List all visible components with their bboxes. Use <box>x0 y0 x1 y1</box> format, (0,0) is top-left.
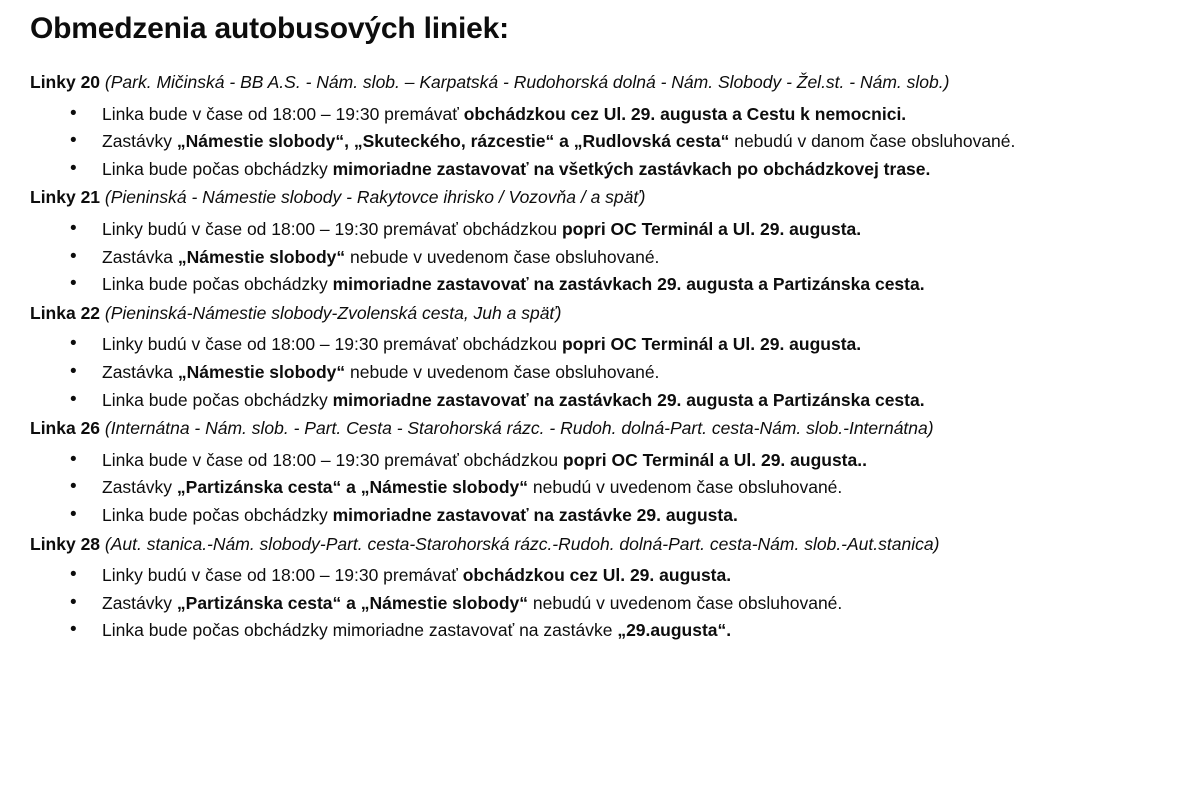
emphasis-text: „Námestie slobody“ <box>177 362 346 383</box>
list-item <box>30 474 1170 501</box>
body-text: nebudú v uvedenom čase obsluhované. <box>528 477 843 498</box>
sections-container <box>30 71 1170 644</box>
emphasis-text: „Partizánska cesta“ a „Námestie slobody“ <box>176 592 529 613</box>
body-text: Linka bude počas obchádzky <box>102 505 333 526</box>
body-text: Linka bude v čase od 18:00 – 19:30 premávať obchádzkou <box>102 449 563 470</box>
body-text: Linka bude počas obchádzky mimoriadne zastavovať na zastávke <box>102 620 618 641</box>
line-route: (Pieninská-Námestie slobody-Zvolenská cesta, Juh a späť) <box>104 302 562 323</box>
line-route: (Pieninská - Námestie slobody - Rakytovce ihrisko / Vozovňa / a späť) <box>104 187 646 208</box>
body-text: Zastávky <box>102 477 177 498</box>
line-label: Linky 28 <box>30 533 101 554</box>
line-section <box>30 302 1170 413</box>
restriction-list <box>30 331 1170 413</box>
emphasis-text: mimoriadne zastavovať na všetkých zastávkach po obchádzkovej trase. <box>332 158 931 179</box>
emphasis-text: mimoriadne zastavovať na zastávkach 29. augusta a Partizánska cesta. <box>332 274 925 295</box>
emphasis-text: mimoriadne zastavovať na zastávke 29. augusta. <box>332 505 738 526</box>
restriction-list <box>30 101 1170 183</box>
list-item <box>30 387 1170 414</box>
list-item <box>30 271 1170 298</box>
body-text: Zastávka <box>102 362 178 383</box>
body-text: Linka bude počas obchádzky <box>102 158 333 179</box>
body-text: Zastávky <box>102 592 177 613</box>
restriction-list <box>30 562 1170 644</box>
emphasis-text: „Námestie slobody“ <box>177 246 346 267</box>
body-text: Linka bude počas obchádzky <box>102 389 333 410</box>
emphasis-text: „Partizánska cesta“ a „Námestie slobody“ <box>176 477 529 498</box>
emphasis-text: „29.augusta“. <box>617 620 732 641</box>
list-item <box>30 562 1170 589</box>
line-section <box>30 533 1170 644</box>
emphasis-text: obchádzkou cez Ul. 29. augusta a Cestu k nemocnici. <box>463 103 907 124</box>
emphasis-text: obchádzkou cez Ul. 29. augusta. <box>462 565 732 586</box>
line-section-heading <box>30 186 1170 210</box>
line-section <box>30 71 1170 182</box>
list-item <box>30 359 1170 386</box>
list-item <box>30 244 1170 271</box>
line-section-heading <box>30 417 1170 441</box>
list-item <box>30 502 1170 529</box>
line-section <box>30 186 1170 297</box>
list-item <box>30 156 1170 183</box>
line-route: (Aut. stanica.-Nám. slobody-Part. cesta-Starohorská rázc.-Rudoh. dolná-Part. cesta-Nám. slob.-Aut.stanica) <box>104 533 940 554</box>
emphasis-text: mimoriadne zastavovať na zastávkach 29. augusta a Partizánska cesta. <box>332 389 925 410</box>
line-label: Linka 26 <box>30 418 101 439</box>
body-text: Zastávka <box>102 246 178 267</box>
list-item <box>30 331 1170 358</box>
body-text: nebude v uvedenom čase obsluhované. <box>345 246 660 267</box>
page-title: Obmedzenia autobusových liniek: <box>30 12 509 45</box>
line-section-heading <box>30 302 1170 326</box>
body-text: Linky budú v čase od 18:00 – 19:30 premávať <box>102 565 463 586</box>
body-text: Linka bude počas obchádzky <box>102 274 333 295</box>
body-text: Linky budú v čase od 18:00 – 19:30 premávať obchádzkou <box>102 334 562 355</box>
line-route: (Internátna - Nám. slob. - Part. Cesta - Starohorská rázc. - Rudoh. dolná-Part. cesta-Nám. slob.-Internátna) <box>104 418 934 439</box>
list-item <box>30 590 1170 617</box>
list-item <box>30 216 1170 243</box>
restriction-list <box>30 447 1170 529</box>
body-text: Linka bude v čase od 18:00 – 19:30 premávať <box>102 103 464 124</box>
line-label: Linky 21 <box>30 187 101 208</box>
emphasis-text: popri OC Terminál a Ul. 29. augusta. <box>561 334 862 355</box>
emphasis-text: popri OC Terminál a Ul. 29. augusta.. <box>562 449 867 470</box>
list-item <box>30 101 1170 128</box>
restriction-list <box>30 216 1170 298</box>
list-item <box>30 447 1170 474</box>
emphasis-text: popri OC Terminál a Ul. 29. augusta. <box>561 219 862 240</box>
line-section <box>30 417 1170 528</box>
body-text: nebudú v uvedenom čase obsluhované. <box>528 592 843 613</box>
list-item <box>30 128 1170 155</box>
line-label: Linky 20 <box>30 72 101 92</box>
line-section-heading <box>30 533 1170 557</box>
body-text: Zastávky <box>102 131 177 152</box>
line-label: Linka 22 <box>30 302 101 323</box>
line-route: (Park. Mičinská - BB A.S. - Nám. slob. – Karpatská - Rudohorská dolná - Nám. Slobody - Žel.st. - Nám. slob.) <box>104 72 950 92</box>
body-text: nebude v uvedenom čase obsluhované. <box>345 362 660 383</box>
emphasis-text: „Námestie slobody“, „Skuteckého, rázcestie“ a „Rudlovská cesta“ <box>176 131 730 152</box>
body-text: nebudú v danom čase obsluhované. <box>729 131 1016 152</box>
list-item <box>30 617 1170 644</box>
body-text: Linky budú v čase od 18:00 – 19:30 premávať obchádzkou <box>102 219 562 240</box>
line-section-heading <box>30 71 1170 95</box>
